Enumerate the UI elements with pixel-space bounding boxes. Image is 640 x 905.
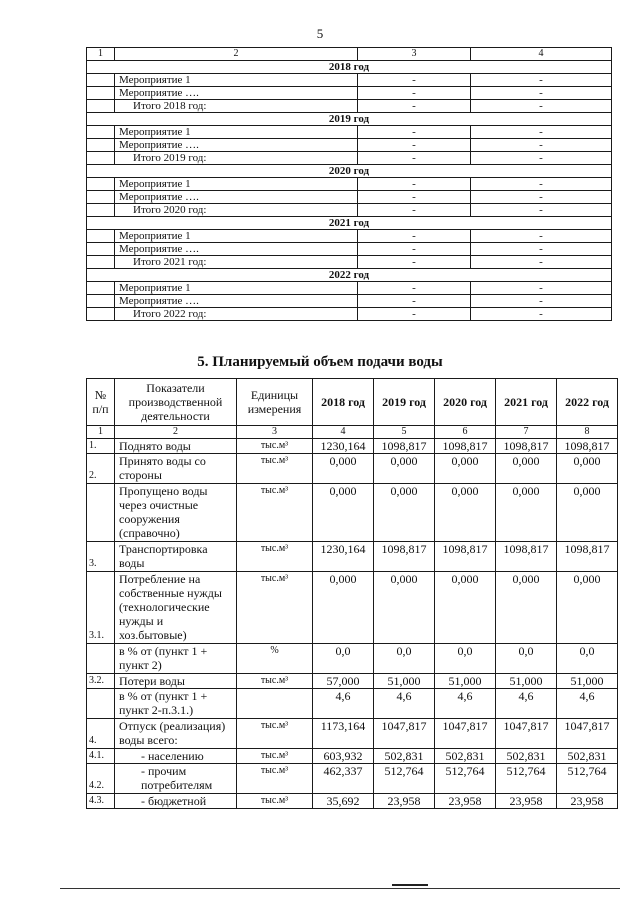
- unit-cell: тыс.м³: [237, 794, 313, 809]
- empty-cell: [87, 243, 115, 256]
- year-row: [87, 269, 612, 282]
- event-value: -: [358, 87, 471, 100]
- year-value: 0,000: [496, 484, 557, 542]
- year-value: 51,000: [374, 674, 435, 689]
- year-value: 1047,817: [435, 719, 496, 749]
- event-row: [87, 126, 612, 139]
- year-value: 0,0: [496, 644, 557, 674]
- page-number: 5: [316, 26, 324, 41]
- event-value: -: [471, 87, 612, 100]
- year-value: 0,000: [435, 454, 496, 484]
- year-value: 0,000: [313, 454, 374, 484]
- year-value: 1098,817: [374, 542, 435, 572]
- year-value: 0,0: [313, 644, 374, 674]
- year-value: 1047,817: [374, 719, 435, 749]
- event-row: [87, 74, 612, 87]
- event-row: [87, 139, 612, 152]
- year-value: 1047,817: [496, 719, 557, 749]
- empty-cell: [87, 282, 115, 295]
- year-value: 1230,164: [313, 542, 374, 572]
- event-row: [87, 282, 612, 295]
- event-name: Итого 2020 год:: [115, 204, 358, 217]
- year-label: 2020 год: [87, 165, 612, 178]
- row-number: 4.1.: [87, 749, 115, 764]
- row-number: 4.: [87, 719, 115, 749]
- empty-cell: [87, 74, 115, 87]
- event-value: -: [358, 243, 471, 256]
- empty-cell: [87, 100, 115, 113]
- year-value: 462,337: [313, 764, 374, 794]
- col-number: 6: [435, 426, 496, 439]
- event-value: -: [358, 191, 471, 204]
- empty-cell: [87, 178, 115, 191]
- year-label: 2019 год: [87, 113, 612, 126]
- event-value: -: [358, 178, 471, 191]
- year-row: [87, 61, 612, 74]
- unit-cell: тыс.м³: [237, 439, 313, 454]
- indicator-name: Пропущено воды через очистные сооружения (справочно): [115, 484, 237, 542]
- year-value: 502,831: [374, 749, 435, 764]
- event-value: -: [471, 204, 612, 217]
- col-number: 5: [374, 426, 435, 439]
- unit-cell: тыс.м³: [237, 454, 313, 484]
- event-value: -: [358, 308, 471, 321]
- row-number: 4.3.: [87, 794, 115, 809]
- col-number: 2: [115, 426, 237, 439]
- event-name: Мероприятие ….: [115, 191, 358, 204]
- water-row: [87, 794, 618, 809]
- col-number: 1: [87, 426, 115, 439]
- year-value: 23,958: [435, 794, 496, 809]
- year-value: 1098,817: [557, 439, 618, 454]
- year-label: 2018 год: [87, 61, 612, 74]
- col-number: 1: [87, 48, 115, 61]
- unit-cell: тыс.м³: [237, 572, 313, 644]
- event-value: -: [358, 126, 471, 139]
- indicator-name: в % от (пункт 1 + пункт 2): [115, 644, 237, 674]
- year-value: 502,831: [557, 749, 618, 764]
- indicator-name: Потребление на собственные нужды (технологические нужды и хоз.бытовые): [115, 572, 237, 644]
- row-number: 3.: [87, 542, 115, 572]
- event-value: -: [471, 74, 612, 87]
- year-value: 51,000: [557, 674, 618, 689]
- unit-cell: тыс.м³: [237, 749, 313, 764]
- year-value: 502,831: [435, 749, 496, 764]
- col-number: 3: [358, 48, 471, 61]
- event-value: -: [471, 126, 612, 139]
- year-label: 2022 год: [87, 269, 612, 282]
- row-number: 3.1.: [87, 572, 115, 644]
- water-row: [87, 749, 618, 764]
- event-row: [87, 178, 612, 191]
- event-value: -: [358, 100, 471, 113]
- event-value: -: [471, 282, 612, 295]
- water-row: [87, 542, 618, 572]
- row-number: [87, 689, 115, 719]
- event-value: -: [358, 282, 471, 295]
- event-value: -: [471, 152, 612, 165]
- year-value: 57,000: [313, 674, 374, 689]
- year-value: 0,000: [496, 572, 557, 644]
- empty-cell: [87, 230, 115, 243]
- water-row: [87, 764, 618, 794]
- event-row: [87, 100, 612, 113]
- year-value: 1047,817: [557, 719, 618, 749]
- row-number: 3.2.: [87, 674, 115, 689]
- year-value: 51,000: [435, 674, 496, 689]
- unit-cell: [237, 689, 313, 719]
- event-name: Мероприятие 1: [115, 178, 358, 191]
- water-row: [87, 454, 618, 484]
- year-value: 1098,817: [557, 542, 618, 572]
- col-header-year: 2021 год: [496, 379, 557, 426]
- year-value: 4,6: [557, 689, 618, 719]
- event-value: -: [471, 295, 612, 308]
- year-value: 1098,817: [435, 542, 496, 572]
- year-value: 4,6: [313, 689, 374, 719]
- empty-cell: [87, 204, 115, 217]
- col-header-unit: Единицы измерения: [237, 379, 313, 426]
- col-header-year: 2018 год: [313, 379, 374, 426]
- event-row: [87, 152, 612, 165]
- year-value: 512,764: [374, 764, 435, 794]
- indicator-name: в % от (пункт 1 + пункт 2-п.3.1.): [115, 689, 237, 719]
- year-row: [87, 113, 612, 126]
- year-value: 23,958: [496, 794, 557, 809]
- event-row: [87, 308, 612, 321]
- event-value: -: [358, 256, 471, 269]
- year-row: [87, 165, 612, 178]
- year-value: 0,0: [374, 644, 435, 674]
- event-name: Мероприятие 1: [115, 282, 358, 295]
- event-name: Мероприятие 1: [115, 126, 358, 139]
- year-value: 0,000: [374, 484, 435, 542]
- empty-cell: [87, 295, 115, 308]
- event-name: Итого 2019 год:: [115, 152, 358, 165]
- event-row: [87, 204, 612, 217]
- events-header-row: [87, 48, 612, 61]
- year-value: 1098,817: [374, 439, 435, 454]
- year-value: 512,764: [557, 764, 618, 794]
- col-header-indicator: Показатели производственной деятельности: [115, 379, 237, 426]
- year-value: 0,000: [313, 484, 374, 542]
- event-name: Мероприятие ….: [115, 87, 358, 100]
- empty-cell: [87, 256, 115, 269]
- year-value: 603,932: [313, 749, 374, 764]
- water-row: [87, 484, 618, 542]
- year-value: 51,000: [496, 674, 557, 689]
- indicator-name: - населению: [115, 749, 237, 764]
- event-value: -: [358, 74, 471, 87]
- water-row: [87, 674, 618, 689]
- row-number: [87, 644, 115, 674]
- water-supply-table: [86, 378, 618, 809]
- event-name: Итого 2018 год:: [115, 100, 358, 113]
- footer-mark: [392, 884, 428, 886]
- column-numbers-row: [87, 426, 618, 439]
- unit-cell: тыс.м³: [237, 764, 313, 794]
- indicator-name: Принято воды со стороны: [115, 454, 237, 484]
- year-value: 0,000: [557, 572, 618, 644]
- year-value: 512,764: [435, 764, 496, 794]
- col-number: 4: [471, 48, 612, 61]
- event-value: -: [358, 152, 471, 165]
- year-value: 1098,817: [496, 439, 557, 454]
- unit-cell: тыс.м³: [237, 542, 313, 572]
- water-row: [87, 439, 618, 454]
- row-number: 4.2.: [87, 764, 115, 794]
- year-value: 4,6: [496, 689, 557, 719]
- indicator-name: Потери воды: [115, 674, 237, 689]
- col-header-year: 2020 год: [435, 379, 496, 426]
- section-title: 5. Планируемый объем подачи воды: [197, 354, 443, 370]
- event-row: [87, 243, 612, 256]
- unit-cell: тыс.м³: [237, 674, 313, 689]
- year-value: 0,0: [435, 644, 496, 674]
- event-name: Итого 2022 год:: [115, 308, 358, 321]
- event-value: -: [358, 230, 471, 243]
- indicator-name: - бюджетной: [115, 794, 237, 809]
- event-value: -: [471, 139, 612, 152]
- year-value: 1173,164: [313, 719, 374, 749]
- year-value: 23,958: [374, 794, 435, 809]
- water-row: [87, 572, 618, 644]
- event-name: Мероприятие 1: [115, 74, 358, 87]
- unit-cell: тыс.м³: [237, 719, 313, 749]
- year-value: 0,000: [435, 484, 496, 542]
- row-number: 1.: [87, 439, 115, 454]
- year-value: 35,692: [313, 794, 374, 809]
- event-row: [87, 191, 612, 204]
- unit-cell: тыс.м³: [237, 484, 313, 542]
- event-value: -: [358, 139, 471, 152]
- col-number: 3: [237, 426, 313, 439]
- col-number: 7: [496, 426, 557, 439]
- year-value: 0,0: [557, 644, 618, 674]
- col-number: 4: [313, 426, 374, 439]
- event-name: Мероприятие ….: [115, 139, 358, 152]
- year-value: 23,958: [557, 794, 618, 809]
- events-table: [86, 47, 612, 321]
- water-row: [87, 719, 618, 749]
- event-row: [87, 230, 612, 243]
- empty-cell: [87, 139, 115, 152]
- year-value: 0,000: [496, 454, 557, 484]
- event-value: -: [358, 204, 471, 217]
- year-value: 1098,817: [496, 542, 557, 572]
- event-row: [87, 295, 612, 308]
- row-number: 2.: [87, 454, 115, 484]
- year-label: 2021 год: [87, 217, 612, 230]
- year-value: 0,000: [313, 572, 374, 644]
- event-name: Мероприятие 1: [115, 230, 358, 243]
- event-name: Итого 2021 год:: [115, 256, 358, 269]
- indicator-name: - прочим потребителям: [115, 764, 237, 794]
- unit-cell: %: [237, 644, 313, 674]
- col-number: 8: [557, 426, 618, 439]
- event-value: -: [358, 295, 471, 308]
- col-header-no: № п/п: [87, 379, 115, 426]
- year-value: 502,831: [496, 749, 557, 764]
- col-header-year: 2019 год: [374, 379, 435, 426]
- event-value: -: [471, 230, 612, 243]
- row-number: [87, 484, 115, 542]
- empty-cell: [87, 87, 115, 100]
- event-value: -: [471, 243, 612, 256]
- event-value: -: [471, 256, 612, 269]
- event-row: [87, 256, 612, 269]
- water-row: [87, 689, 618, 719]
- indicator-name: Поднято воды: [115, 439, 237, 454]
- empty-cell: [87, 152, 115, 165]
- empty-cell: [87, 308, 115, 321]
- year-value: 0,000: [374, 454, 435, 484]
- col-number: 2: [115, 48, 358, 61]
- year-value: 4,6: [374, 689, 435, 719]
- event-value: -: [471, 178, 612, 191]
- event-name: Мероприятие ….: [115, 295, 358, 308]
- col-header-year: 2022 год: [557, 379, 618, 426]
- event-value: -: [471, 191, 612, 204]
- empty-cell: [87, 191, 115, 204]
- footer-rule: [60, 888, 620, 889]
- event-value: -: [471, 100, 612, 113]
- event-name: Мероприятие ….: [115, 243, 358, 256]
- year-value: 1098,817: [435, 439, 496, 454]
- year-value: 0,000: [557, 484, 618, 542]
- water-table-header: [87, 379, 618, 426]
- year-value: 1230,164: [313, 439, 374, 454]
- empty-cell: [87, 126, 115, 139]
- year-value: 0,000: [435, 572, 496, 644]
- event-row: [87, 87, 612, 100]
- event-value: -: [471, 308, 612, 321]
- indicator-name: Отпуск (реализация) воды всего:: [115, 719, 237, 749]
- year-value: 512,764: [496, 764, 557, 794]
- year-value: 0,000: [557, 454, 618, 484]
- year-row: [87, 217, 612, 230]
- indicator-name: Транспортировка воды: [115, 542, 237, 572]
- year-value: 0,000: [374, 572, 435, 644]
- year-value: 4,6: [435, 689, 496, 719]
- water-row: [87, 644, 618, 674]
